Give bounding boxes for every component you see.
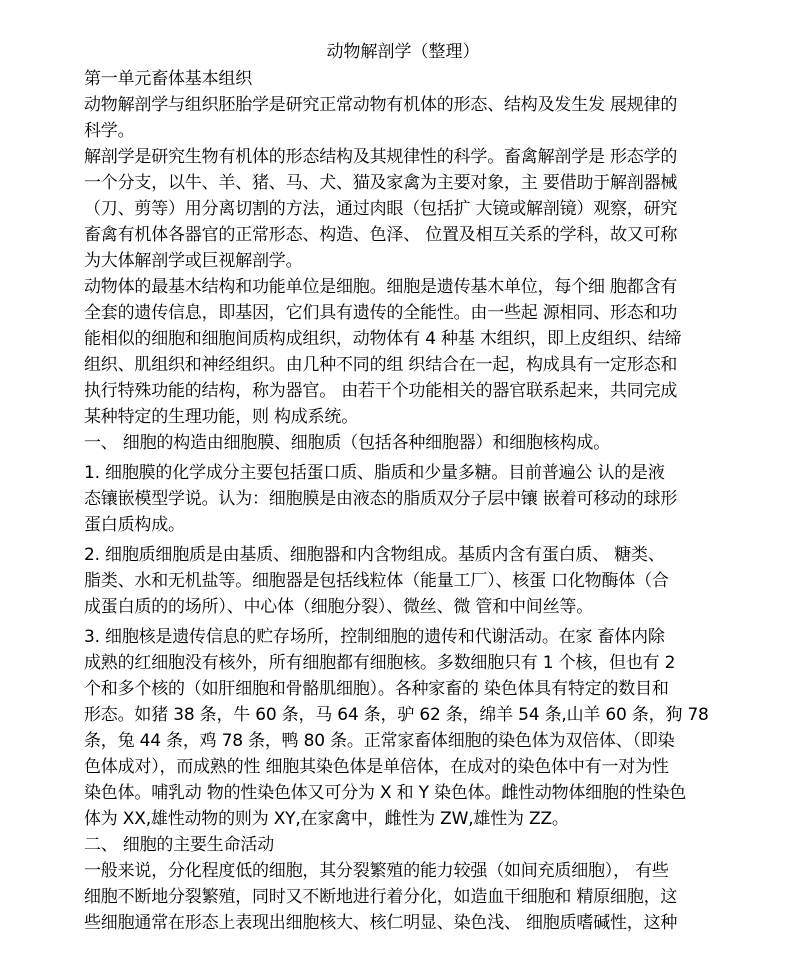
text-line: 色体成对），而成熟的性 细胞其染色体是单倍体，在成对的染色体中有一对为性 (84, 757, 669, 777)
list-item-2 (84, 542, 754, 620)
section-heading-2: 二、 细胞的主要生命活动 (84, 835, 275, 855)
text-line: 条，兔 44 条，鸡 78 条，鸭 80 条。正常家畜体细胞的染色体为双倍体、（即染 (84, 731, 675, 751)
list-item-1 (84, 460, 754, 538)
text-line: 成熟的红细胞没有核外，所有细胞都有细胞核。多数细胞只有 1 个核，但也有 2 (84, 653, 676, 673)
text-line: 蛋白质构成。 (84, 515, 185, 535)
text-line: 染色体。哺乳动 物的性染色体又可分为 X 和 Y 染色体。雌性动物体细胞的性染色 (84, 783, 687, 803)
text-line: 动物体的最基木结构和功能单位是细胞。细胞是遗传基木单位，每个细 胞都含有 (84, 277, 678, 297)
text-line: 细胞不断地分裂繁殖，同时又不断地进行着分化，如造血干细胞和 精原细胞，这 (84, 887, 678, 907)
text-line: 组织、肌组织和神经组织。由几种不同的组 织结合在一起，构成具有一定形态和 (84, 355, 678, 375)
text-line: 2. 细胞质细胞质是由基质、细胞器和内含物组成。基质内含有蛋白质、 糖类、 (84, 545, 665, 565)
text-line: 全套的遗传信息，即基因，它们具有遗传的全能性。由一些起 源相同、形态和功 (84, 303, 678, 323)
text-line: 体为 XX,雄性动物的则为 XY,在家禽中，雌性为 ZW,雄性为 ZZ。 (84, 809, 569, 829)
text-line: 脂类、水和无机盐等。细胞器是包括线粒体（能量工厂）、核蛋 口化物酶体（合 (84, 571, 669, 591)
list-item-3 (84, 624, 754, 832)
text-line: 态镶嵌模型学说。认为：细胞膜是由液态的脂质双分子层中镶 嵌着可移动的球形 (84, 489, 678, 509)
paragraph-cell (84, 274, 754, 430)
text-line: 为大体解剖学或巨视解剖学。 (84, 251, 303, 271)
text-line: 解剖学是研究生物有机体的形态结构及其规律性的科学。畜禽解剖学是 形态学的 (84, 147, 678, 167)
document-title: 动物解剖学（整理） (326, 42, 480, 62)
text-line: 些细胞通常在形态上表现出细胞核大、核仁明显、染色浅、 细胞质嗜碱性，这种 (84, 913, 678, 933)
text-line: 一个分支，以牛、羊、猪、马、犬、猫及家禽为主要对象，主 要借助于解剖器械 (84, 173, 678, 193)
text-line: 一般来说，分化程度低的细胞，其分裂繁殖的能力较强（如间充质细胞）， 有些 (84, 861, 669, 881)
section-heading-1: 一、 细胞的构造由细胞膜、细胞质（包括各种细胞器）和细胞核构成。 (84, 433, 611, 453)
text-line: 动物解剖学与组织胚胎学是研究正常动物有机体的形态、结构及发生发 展规律的 (84, 95, 678, 115)
text-line: 畜禽有机体各器官的正常形态、构造、色泽、 位置及相互关系的学科，故又可称 (84, 225, 678, 245)
text-line: 形态。如猪 38 条，牛 60 条，马 64 条，驴 62 条，绵羊 54 条,山羊 60 条，狗 78 (84, 705, 709, 725)
text-line: 科学。 (84, 121, 135, 141)
text-line: 某种特定的生理功能，则 构成系统。 (84, 407, 359, 427)
text-line: （刀、剪等）用分离切割的方法，通过肉眼（包括扩 大镜或解剖镜）观察，研究 (84, 199, 678, 219)
paragraph-activity (84, 858, 754, 936)
text-line: 执行特殊功能的结构，称为器官。 由若干个功能相关的器官联系起来，共同完成 (84, 381, 678, 401)
document-body (84, 66, 754, 936)
paragraph-anatomy (84, 144, 754, 274)
text-line: 能相似的细胞和细胞间质构成组织，动物体有 4 种基 木组织，即上皮组织、结缔 (84, 329, 682, 349)
text-line: 成蛋白质的的场所）、中心体（细胞分裂）、微丝、微 管和中间丝等。 (84, 597, 594, 617)
text-line: 3. 细胞核是遗传信息的贮存场所，控制细胞的遗传和代谢活动。在家 畜体内除 (84, 627, 665, 647)
text-line: 个和多个核的（如肝细胞和骨骼肌细胞）。各种家畜的 染色体具有特定的数目和 (84, 679, 669, 699)
unit-heading: 第一单元畜体基本组织 (84, 69, 252, 89)
paragraph-intro (84, 92, 754, 144)
text-line: 1. 细胞膜的化学成分主要包括蛋口质、脂质和少量多糖。目前普遍公 认的是液 (84, 463, 665, 483)
